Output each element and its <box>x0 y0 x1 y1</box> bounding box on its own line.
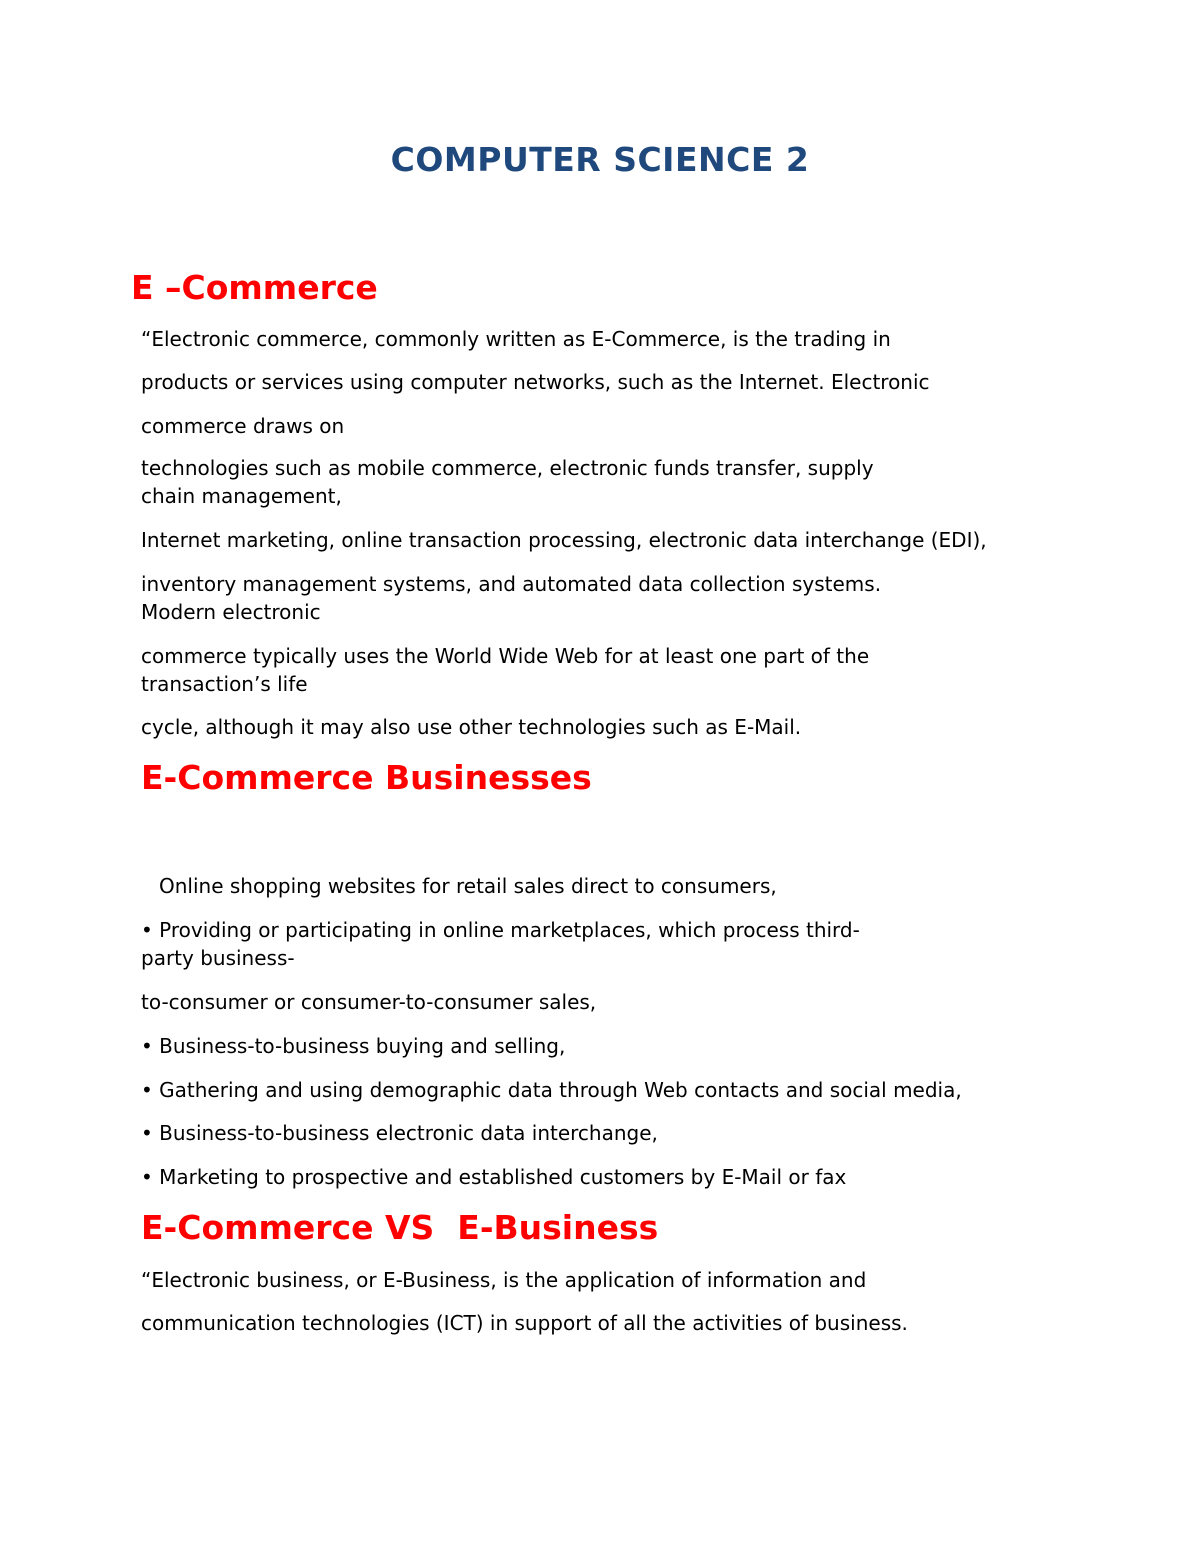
paragraph-line: cycle, although it may also use other technologies such as E-Mail. <box>141 715 802 739</box>
paragraph-line: communication technologies (ICT) in support of all the activities of business. <box>141 1311 908 1335</box>
paragraph-line: products or services using computer networks, such as the Internet. Electronic <box>141 370 930 394</box>
list-item: • Business-to-business buying and selling, <box>141 1034 566 1058</box>
paragraph-line: technologies such as mobile commerce, electronic funds transfer, supply <box>141 456 874 480</box>
list-item: • Marketing to prospective and established customers by E-Mail or fax <box>141 1165 847 1189</box>
section-heading-ecommerce-vs-ebusiness: E-Commerce VS E-Business <box>141 1208 659 1247</box>
list-item: Online shopping websites for retail sales direct to consumers, <box>159 874 777 898</box>
list-item: • Business-to-business electronic data interchange, <box>141 1121 658 1145</box>
paragraph-line: chain management, <box>141 484 342 508</box>
list-item-continuation: to-consumer or consumer-to-consumer sales, <box>141 990 597 1014</box>
paragraph-line: commerce typically uses the World Wide Web for at least one part of the <box>141 644 870 668</box>
paragraph-line: “Electronic business, or E-Business, is the application of information and <box>141 1268 867 1292</box>
list-item: • Providing or participating in online marketplaces, which process third- <box>141 918 860 942</box>
paragraph-line: Modern electronic <box>141 600 321 624</box>
paragraph-line: transaction’s life <box>141 672 308 696</box>
list-item: • Gathering and using demographic data through Web contacts and social media, <box>141 1078 962 1102</box>
section-heading-ecommerce-businesses: E-Commerce Businesses <box>141 758 592 797</box>
paragraph-line: “Electronic commerce, commonly written as E-Commerce, is the trading in <box>141 327 891 351</box>
document-title: COMPUTER SCIENCE 2 <box>390 140 810 179</box>
paragraph-line: Internet marketing, online transaction processing, electronic data interchange (EDI), <box>141 528 987 552</box>
list-item-continuation: party business- <box>141 946 295 970</box>
section-heading-ecommerce: E –Commerce <box>131 268 378 307</box>
paragraph-line: inventory management systems, and automated data collection systems. <box>141 572 882 596</box>
paragraph-line: commerce draws on <box>141 414 345 438</box>
